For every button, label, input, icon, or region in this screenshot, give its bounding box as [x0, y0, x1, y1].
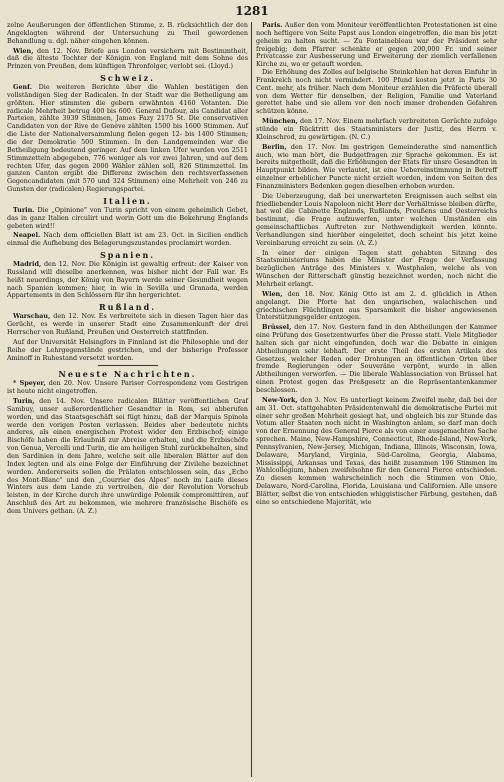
dateline: * Speyer, — [13, 379, 46, 388]
article-warschau — [7, 313, 248, 337]
paragraph: In einer der einigen Tagen statt gehabten Sitzung des Staatsministeriums haben die Minister der Frage der Verfassung bezüglichen Anträge des Ministers v. Westphalen, welche als von Wünschen der Ritterschaft günstig bezeichnet werden, noch nicht die Mehrheit erlangt. — [256, 248, 497, 288]
article-text: Die „Opinione" von Turin spricht von einem geheimlich Gebet, das in ganz Italien circulirt und worin Gott um die Bekehrung Englands gebeten wird!! — [7, 205, 248, 230]
article-text: den 3. Nov. Es unterliegt keinem Zweifel mehr, daß bei der am 31. Oct. stattgehabten Präsidentenwahl die demokratische Partei mit einer sehr großen Mehrheit gesiegt hat, und obgleich bis zur Stunde das Votum aller Staaten noch nicht in Washington anlam, so darf man doch von der Ernennung des General Pierce als von einer ausgemachten Sache sprechen. Maine, New-Hampshire, Connecticut, Rhode-Island, New-York, Pennsylvanien, New-Jersey, Michigan, Indiana, Illinois, Wisconsin, Iowa, Delaware, Maryland, Virginia, Süd-Carolina, Georgia, Alabama, Mississippi, Arkansas und Texas, das heißt zusammen 196 Stimmen im Wahlcollegium, haben zweifelsohne für den General Pierce entschieden. Zu diesen kommen wahrscheinlich noch die Stimmen von Ohio, Delaware, Nord-Carolina, Florida, Louisiana und Californien. Alle unsere Blätter, selbst die von entschieden whiggistischer Färbung, gestehen, daß eine so entschiedene Majorität, wie — [256, 395, 497, 506]
section-heading-spanien: Spanien. — [99, 250, 156, 261]
dateline: Wien, — [262, 289, 283, 298]
left-column — [7, 22, 248, 516]
right-column — [256, 22, 497, 507]
dateline: Brüssel, — [262, 323, 292, 332]
paragraph: Die Erhöhung des Zolles auf belgische Steinkohlen hat deren Einfuhr in Frankreich noch nicht vermindert. 100 Pfund kosten jetzt in Paris 30 Cent. mehr, als früher. Nach dem Moniteur erzählen die Präfecte überall von dem Wetter für denselben, der Religion, Familie und Vaterland gerettet habe und sie allem vor den noch immer drohenden Gefahren schützen könne. — [256, 68, 497, 116]
section-heading-schweiz: Schweiz. — [100, 73, 155, 84]
article-madrid — [7, 261, 248, 300]
article-text: Die weiteren Berichte über die Wahlen bestätigen den vollständigen Sieg der Radicalen. In der Stadt war die Betheiligung am größten. Hier stimmten die gebern erwähnten 4160 Votanten. Die radicale Mehrheit betrug 400 bis 600. General Dufour, als Candidat aller Parteien, zählte 3939 Stimmen, James Fazy 2175 St. Die conservativen Candidaten von der Rive de Genève zählten 1500 bis 1600 Stimmen. Auf die Liste der Nationalversammlung fielen gegen 12- bis 1400 Stimmen; die der Demokratie 500 Stimmen. In den Landgemeinden war die Betheiligung bedeutend geringer. Auf dem linken Ufer wurden von 2511 Stimmzetteln abgegeben, 776 weniger als vor zwei Jahren, und auf dem rechten Ufer, das gegen 2000 Wähler zählen soll, 826 Stimmzettel. Im ganzen Canton ergibt die Differenz zwischen den rechtsverfassenen Gegencandidaten (mit 570 und 324 Stimmen) eine Mehrheit von 246 zu Gunsten der (radicalen) Regierungspartei. — [7, 83, 248, 194]
dateline: Turin, — [13, 397, 35, 406]
dateline: Wien, — [13, 46, 34, 55]
page-number: 1281 — [235, 4, 269, 18]
dateline: Berlin, — [262, 142, 287, 151]
dateline: New-York, — [262, 395, 298, 404]
article-text: Außer den vom Moniteur veröffentlichten Protestationen ist eine noch heftigere von Seite Papst aus London eingetroffen, die man bis jetzt geheim zu halten sucht. — Zu Fontainebleau war der Präsident sehr freigebig; dem Pfarrer schenkte er gegen 200,000 Fr. und seiner Privatcasse zur Ausbesserung und Erweiterung der ziemlich verfallenen Kirche zu, wo er getauft worden. — [256, 21, 497, 69]
dateline: München, — [262, 117, 298, 126]
article-wien — [7, 48, 248, 72]
dateline: Genf. — [13, 83, 32, 92]
separator-rule — [98, 365, 158, 366]
article-text: den 18. Nov. König Otto ist am 2. d. glücklich in Athen angelangt. Die Pforte hat den ungarischen, walachischen und griechischen Flüchtlingen aus Sparsamkeit die bisher angewiesenen Unterstützungsgelder entzogen. — [256, 289, 497, 322]
section-heading-neueste-nachrichten: Neueste Nachrichten. — [58, 369, 197, 380]
dateline: Madrid, — [13, 260, 42, 269]
dateline: Turin. — [13, 205, 35, 214]
paragraph: Auf der Universität Helsingfors in Finnland ist die Philosophie und der Reihe der Lehrgegenstände gestrichen, und der bisherige Professor Aminoff in Ruhestand versetzt worden. — [7, 337, 248, 362]
article-bruessel — [256, 324, 497, 395]
dateline: Warschau, — [13, 312, 51, 321]
article-paris — [256, 22, 497, 69]
paragraph: Die Ueberzeugung, daß bei unerwarteten Ereignissen auch selbst ein friedliebender Louis Napoleon nicht Herr der Verhältnisse bleiben dürfte, hat wol die Cabinette Englands, Rußlands, Preußens und Oesterreichs bestimmt, die Frage aufzuwerfen, unter welchen Umständen ein gemeinschaftliches Auftreten zur Nothwendigkeit werden könnte. Verhandlungen sind hierüber eingeleitet, doch scheint bis jetzt keine Vereinbarung erreicht zu sein. (A. Z.) — [256, 191, 497, 247]
dateline: Paris. — [262, 21, 283, 29]
article-neapel — [7, 232, 248, 248]
paragraph: zelne Aeußerungen der öffentlichen Stimme, z. B. rücksichtlich der den Angeklagten während der Untersuchung zu Theil gewordenen Behandlung u. dgl. näher eingehen können. — [7, 21, 248, 45]
article-speyer — [7, 380, 248, 396]
article-text: den 17. Nov. Einem mehrfach verbreiteten Gerüchte zufolge stünde ein Rücktritt des Staatsministers der Justiz, des Herrn v. Kleinschrod, zu gewärtigen. (N. C.) — [256, 117, 497, 141]
dateline: Neapel. — [13, 231, 41, 240]
article-genf — [7, 84, 248, 194]
article-text: den 20. Nov. Unsere Pariser Correspondenz vom Gestrigen ist heute nicht eingetroffen. — [7, 379, 248, 396]
article-wien-2 — [256, 291, 497, 322]
article-muenchen — [256, 118, 497, 142]
article-berlin — [256, 144, 497, 191]
article-turin — [7, 207, 248, 231]
article-text: den 14. Nov. Unsere radicalen Blätter veröffentlichen Graf Sambuy, unser außerordentlicher Gesandter in Rom, sei abberufen worden, und das Staatsgeschäft sei fügt hinzu, daß der Marquis Spinola werde den vorigen Posten verlassen. Beides aber bedeutete nichts anderes, als einen energischen Protest wider den Erzbischof; einige Bischöfe haben die Erlaubniß zur Abreise erhalten, und die Erzbischöfe von Genua, Vercelli und Turin, die am heiligen Stuhl zurückbehalten, sind den Sardinien in dem Jahre, welche seit alle liberalen Blätter auf den Index legten und als eine Folge der Einführung der Zivilehe bezeichnet worden. Andererseits sollen die Prälaten entschlossen sein, das „Echo des Mont-Blanc" und den „Courrier des Alpes" noch im Laufe dieses Winters aus dem Lande zu vertreiben, die der Revolution Vorschub leisten, in der Kirche durch ihre unwürdige Polemik compromittiren, auf Anschluß des Art zu bekommen, wie mehrere französische Bischöfe es dem Univers gethan. (A. Z.) — [7, 397, 248, 515]
article-new-york — [256, 397, 497, 507]
section-heading-russland: Rußland. — [99, 302, 156, 313]
article-turin-2 — [7, 398, 248, 516]
article-text: den 12. Nov. Es verbreitete sich in diesen Tagen hier das Gerücht, es werde in unserer Stadt eine Zusammenkunft der drei Herrscher von Rußland, Preußen und Oesterreich stattfinden. — [7, 312, 248, 336]
article-text: Nach dem officiellen Blatt ist am 23. Oct. in Sicilien endlich einmal die Aufhebung des Belagerungszustandes proclamirt worden. — [7, 231, 248, 248]
section-heading-italien: Italien. — [103, 195, 152, 206]
article-text: den 12. Nov. Die Königin ist gewaltig erfreut: der Kaiser von Russland will dieselbe anerkennen, was bisher nicht der Fall war. Es heißt neuerdings, der König von Bayern werde seiner Gesundheit wegen nach Spanien kommen; hier, in wie in Sevilla und Granada, werden Appartements in den Schlössern für ihn hergerichtet. — [7, 260, 248, 300]
article-text: den 12. Nov. Briefe aus London versichern mit Bestimmtheit, daß die älteste Tochter der Königin von England mit dem Sohne des Prinzen von Preußen, dem künftigen Thronfolger, verlobt sei. (Lloyd.) — [7, 46, 248, 71]
article-text: den 17. Nov. Im gestrigen Gemeinderathe sind namentlich auch, wie man hört, die Budgetfragen zur Sprache gekommen. Es ist bereits mitgetheilt, daß die Erhöhungen der Etats für unsre Gesandten in Hauptpunkt bilden. Wie verlautet, ist eine Uebereinstimmung in Betreff einzelner erheblicher Puncte nicht erzielt worden, indem von Seiten des Finanzministers Bedenken gegen dieselben erhoben wurden. — [256, 142, 497, 190]
article-text: den 17. Nov. Gestern fand in den Abtheilungen der Kammer eine Prüfung des Gesetzentwurfes über die Presse statt. Viele Mitglieder halten sich gar nicht eingefunden, doch war die Debatte in einigen Abtheilungen sehr lebhaft. Der erste Theil des ersten Artikels des Gesetzes, welcher Reden oder Drohungen an öffentlichen Orten über fremde Regierungen oder Souveräne verpönt, wurde in allen Abtheilungen verworfen. — Die liberale Wahlassociation von Brüssel hat einen Protest gegen das Preßgesetz an die Repräsentantenkammer beschlossen. — [256, 323, 497, 394]
column-rule — [251, 22, 252, 777]
